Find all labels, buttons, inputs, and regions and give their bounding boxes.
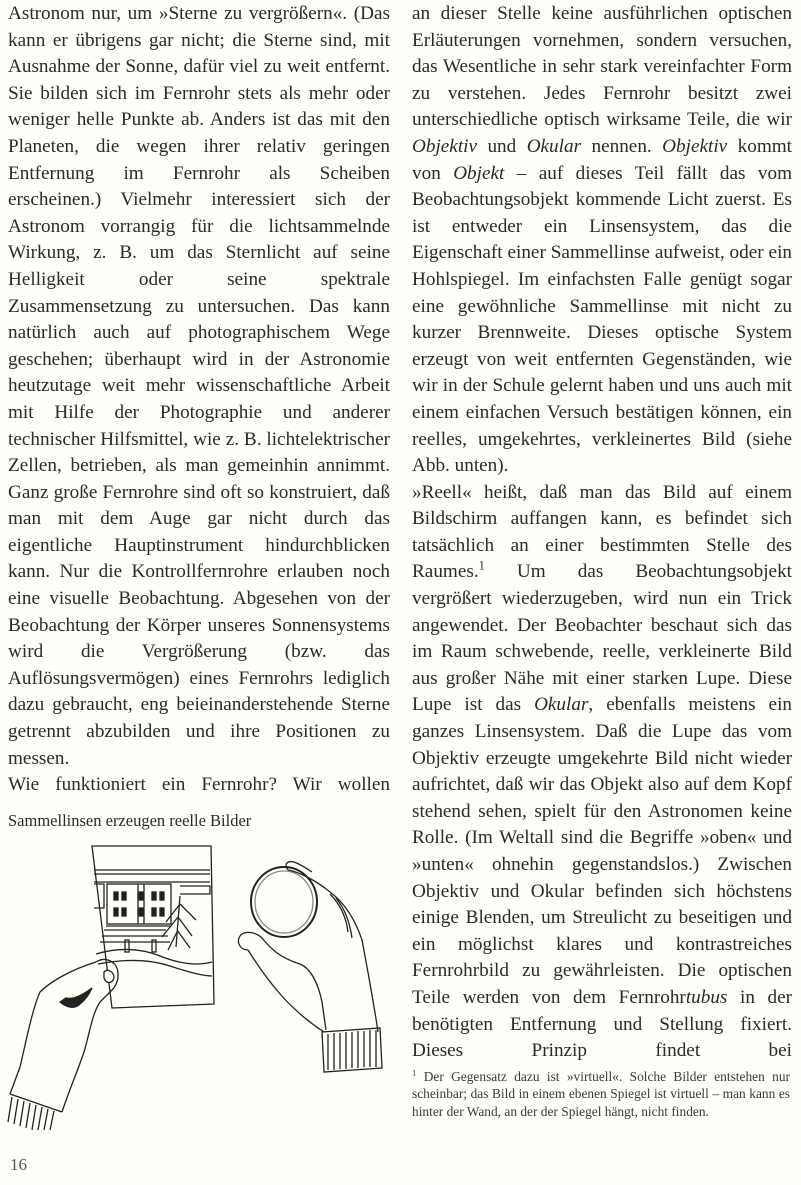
footnote-text: Der Gegensatz dazu ist »virtuell«. Solche Bilder entstehen nur scheinbar; das Bild in einem ebenen Spiegel ist virtuell – man kann es hinter der Wand, an der der Spiegel hängt, nicht finden. xyxy=(412,1069,790,1119)
term-okular: Okular xyxy=(534,694,589,716)
right-hand xyxy=(238,862,382,1072)
hands-lens-illustration xyxy=(0,832,400,1132)
paragraph: »Reell« heißt, daß man das Bild auf einem Bildschirm auffangen kann, es befindet sich tatsächlich an einer bestimmten Stelle des Raumes.$^1$ Um das Beobachtungsobjekt vergrößert wiederzugeben, wird nun ein Trick angewendet. Der Beobachter beschaut sich das im Raum schwebende, reelle, verkleinerte Bild aus großer Nähe mit einer starken Lupe. Diese Lupe ist das Okular, ebenfalls meistens ein ganzes Linsensystem. Daß die Lupe das vom Objektiv erzeugte umgekehrte Bild nicht wieder aufrichtet, daß wir das Objekt also auf dem Kopf stehend sehen, spielt für den Astronomen keine Rolle. (Im Weltall sind die Begriffe »oben« und »unten« ohnehin gegenstandslos.) Zwischen Objektiv und Okular befinden sich höchstens einige Blenden, um Streulicht zu beseitigen und ein möglichst klares und kontrastreiches Fernrohrbild zu gewährleisten. Die optischen Teile werden von dem Fernrohrtubus in der benötigten Entfernung und Stellung fixiert. Dieses Prinzip findet bei xyxy=(412,481,792,1062)
footnote-marker: 1 xyxy=(412,1067,417,1078)
left-hand xyxy=(8,959,118,1130)
footnote xyxy=(412,1068,790,1120)
paragraph: Astronom nur, um »Sterne zu vergrößern«. (Das kann er übrigens gar nicht; die Sterne sind, mit Ausnahme der Sonne, dafür viel zu weit entfernt. Sie bilden sich im Fernrohr stets als mehr oder weniger helle Punkte ab. Anders ist das mit den Planeten, die wegen ihrer relativ geringen Entfernung im Fernrohr als Scheiben erscheinen.) Vielmehr interessiert sich der Astronom vorrangig für die lichtsammelnde Wirkung, z. B. um das Sternlicht auf seine Helligkeit oder seine spektrale Zusammensetzung zu untersuchen. Das kann natürlich auch auf photographischem Wege geschehen; überhaupt wird in der Astronomie heutzutage weit mehr wissenschaftliche Arbeit mit Hilfe der Photographie und anderer technischer Hilfsmittel, wie z. B. lichtelektrischer Zellen, betrieben, als man gemeinhin annimmt. Ganz große Fernrohre sind oft so konstruiert, daß man mit dem Auge gar nicht durch das eigentliche Hauptinstrument hindurchblicken kann. Nur die Kontrollfernrohre erlauben noch eine visuelle Beobachtung. Abgesehen von der Beobachtung der Körper unseres Sonnensystems wird die Vergrößerung (bzw. das Auflösungsvermögen) eines Fernrohrs lediglich dazu gebraucht, eng beieinanderstehende Sterne getrennt abzubilden und ihre Positionen zu messen. xyxy=(8,3,390,769)
paragraph: an dieser Stelle keine ausführlichen optischen Erläuterungen vornehmen, sondern versuchen, das Wesentliche in sehr stark vereinfachter Form zu verstehen. Jedes Fernrohr besitzt zwei unterschiedliche optisch wirksame Teile, die wir Objektiv und Okular nennen. Objektiv kommt von Objekt – auf dieses Teil fällt das vom Beobachtungsobjekt kommende Licht zuerst. Es ist entweder ein Linsensystem, das die Eigenschaft einer Sammellinse aufweist, oder ein Hohlspiegel. Im einfachsten Falle genügt sogar eine gewöhnliche Sammellinse mit nicht zu kurzer Brennweite. Dieses optische System erzeugt von weit entfernten Gegenständen, wie wir in der Schule gelernt haben und uns auch mit einem einfachen Versuch bestätigen können, ein reelles, umgekehrtes, verkleinertes Bild (siehe Abb. unten). xyxy=(412,3,793,477)
right-column xyxy=(412,1,792,1065)
term-tubus: tubus xyxy=(685,986,728,1008)
footnote-reference[interactable]: 1 xyxy=(478,559,485,574)
page-number: 16 xyxy=(10,1155,27,1174)
figure-caption: Sammellinsen erzeugen reelle Bilder xyxy=(8,811,252,830)
term-objektiv: Objektiv xyxy=(412,135,477,157)
left-column xyxy=(8,1,390,799)
term-objekt: Objekt xyxy=(453,162,505,184)
picture-card xyxy=(92,846,214,1008)
term-okular: Okular xyxy=(526,135,582,157)
figure-illustration xyxy=(0,832,400,1132)
paragraph: Wie funktioniert ein Fernrohr? Wir wollen xyxy=(8,774,390,796)
term-objektiv: Objektiv xyxy=(662,135,728,157)
